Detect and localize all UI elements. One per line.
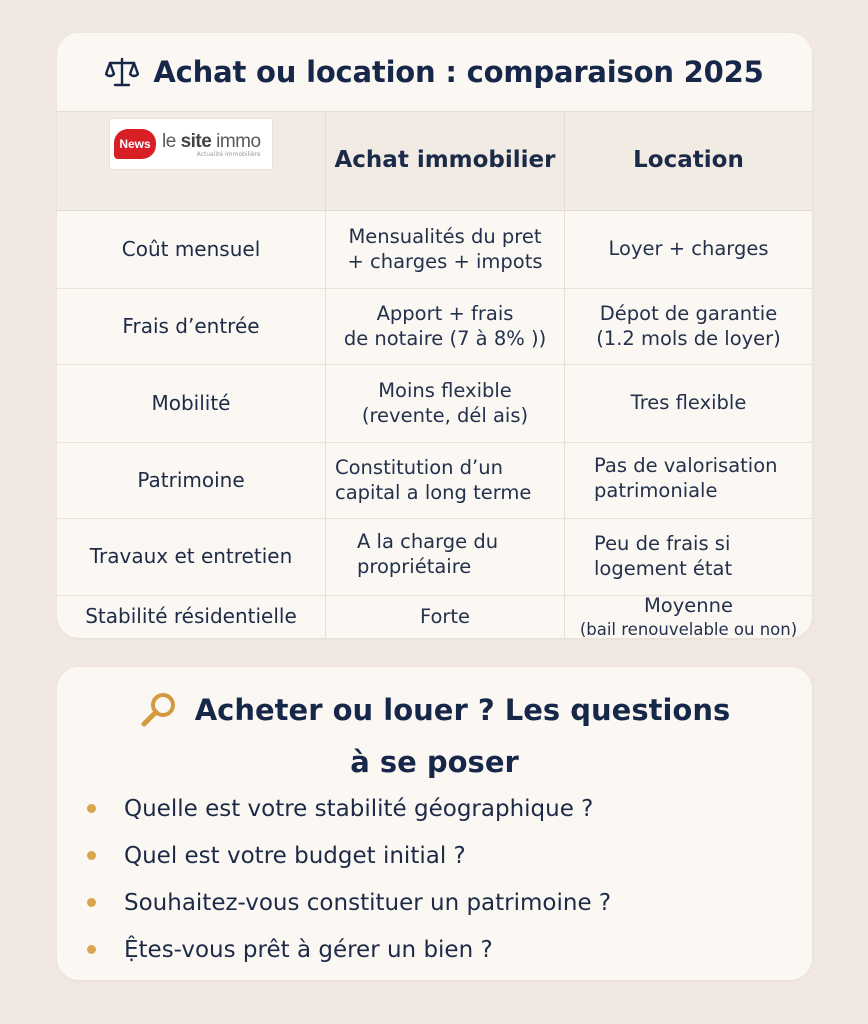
row-label-stabilite: Stabilité résidentielle bbox=[85, 604, 297, 629]
row-label-frais-entree: Frais d’entrée bbox=[122, 313, 260, 338]
site-logo bbox=[109, 118, 273, 170]
bullet-icon bbox=[87, 945, 96, 954]
list-item: Ệtes-vous prêt à gérer un bien ? bbox=[87, 926, 611, 973]
bullet-icon bbox=[87, 804, 96, 813]
cell-location-mobilite: Tres flexible bbox=[630, 391, 747, 415]
row-label-travaux: Travaux et entretien bbox=[89, 544, 293, 569]
header-location: Location bbox=[633, 147, 744, 174]
comparison-table-card bbox=[57, 33, 812, 638]
logo-tagline: Actualité immobilière bbox=[196, 150, 261, 158]
news-badge: News bbox=[114, 129, 156, 159]
cell-location-cout: Loyer + charges bbox=[608, 237, 769, 261]
row-label-cout-mensuel: Coût mensuel bbox=[121, 236, 261, 261]
magnifier-icon bbox=[139, 690, 179, 730]
table-title-text: Achat ou location : comparaison 2025 bbox=[153, 55, 764, 89]
cell-achat-travaux: A la charge du propriétaire bbox=[357, 530, 499, 578]
list-item: Quel est votre budget initial ? bbox=[87, 832, 611, 879]
balance-scale-icon bbox=[105, 55, 139, 89]
list-item: Quelle est votre stabilité géographique ? bbox=[87, 785, 611, 832]
row-label-patrimoine: Patrimoine bbox=[137, 467, 245, 492]
logo-brand: le site immo bbox=[162, 130, 261, 152]
cell-location-stabilite: Moyenne (bail renouvelable ou non) bbox=[579, 593, 798, 638]
questions-list bbox=[87, 785, 611, 973]
row-label-mobilite: Mobilité bbox=[151, 390, 231, 415]
header-achat: Achat immobilier bbox=[334, 147, 556, 174]
cell-achat-patrimoine: Constitution d’un capital a long terme bbox=[335, 455, 532, 504]
cell-location-patrimoine: Pas de valorisation patrimoniale bbox=[594, 453, 778, 502]
questions-title bbox=[57, 689, 812, 783]
cell-location-travaux: Peu de frais si logement état bbox=[594, 532, 733, 580]
table-title bbox=[57, 33, 812, 111]
cell-location-frais: Dépot de garantie (1.2 mols de loyer) bbox=[596, 301, 781, 350]
bullet-icon bbox=[87, 898, 96, 907]
questions-title-line2: à se poser bbox=[350, 745, 519, 780]
cell-achat-frais: Apport + frais de notaire (7 à 8% )) bbox=[343, 301, 547, 350]
list-item: Souhaitez-vous constituer un patrimoine ? bbox=[87, 879, 611, 926]
questions-card bbox=[57, 667, 812, 980]
questions-title-line1: Acheter ou louer ? Les questions bbox=[194, 693, 731, 727]
cell-achat-stabilite: Forte bbox=[419, 604, 471, 628]
cell-achat-mobilite: Moins flexible (revente, dél ais) bbox=[361, 378, 529, 427]
cell-achat-cout: Mensualités du pret + charges + impots bbox=[347, 224, 543, 273]
bullet-icon bbox=[87, 851, 96, 860]
